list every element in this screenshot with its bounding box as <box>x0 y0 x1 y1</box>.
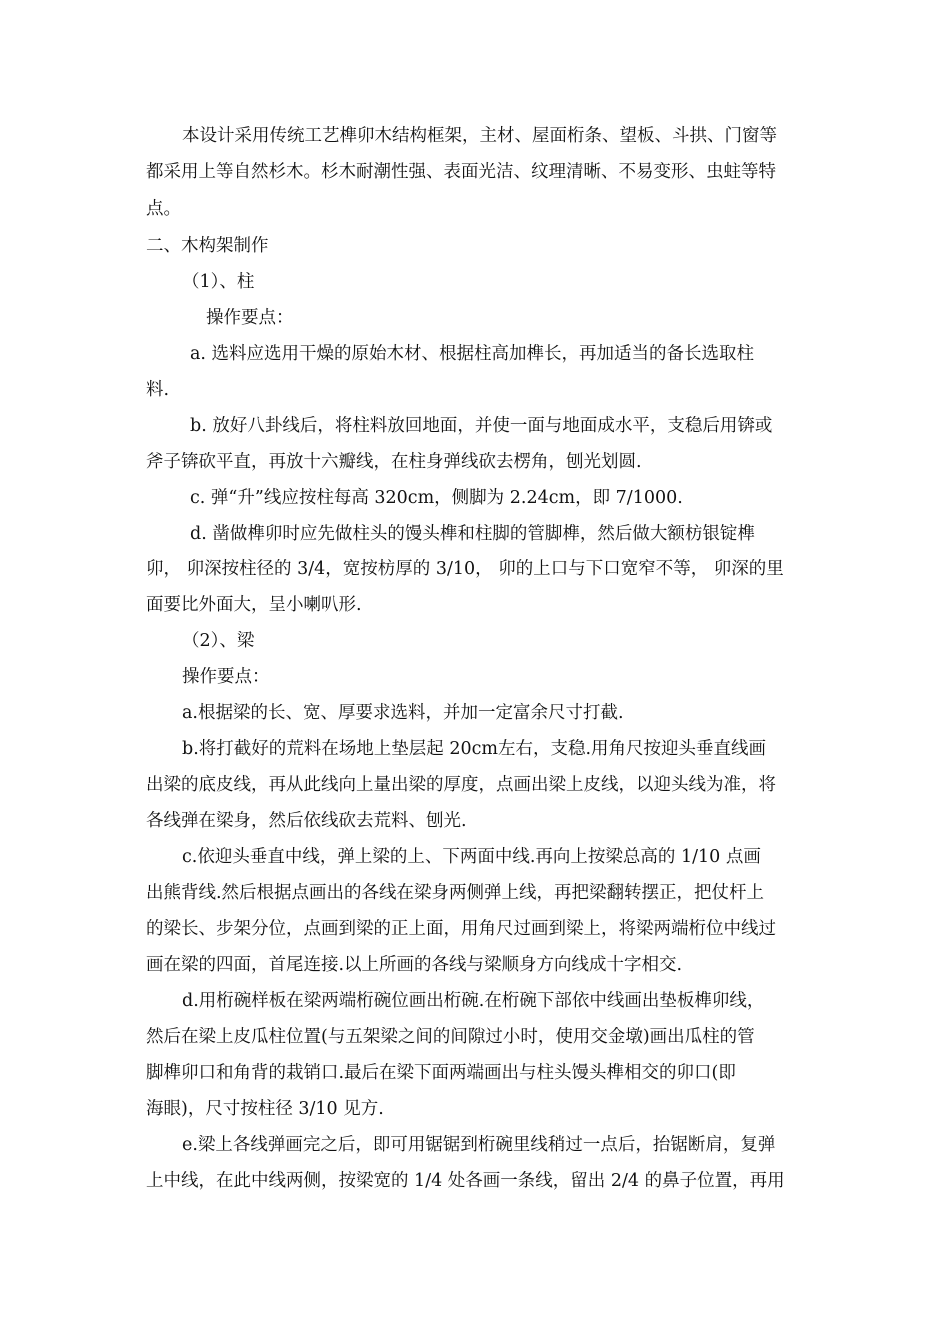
paragraph-line: d.用桁碗样板在梁两端桁碗位画出桁碗.在桁碗下部依中线画出垫板榫卯线， <box>182 991 765 1011</box>
paragraph-line: 面要比外面大，呈小喇叭形. <box>146 595 362 615</box>
paragraph-line: a.根据梁的长、宽、厚要求选料，并加一定富余尺寸打截. <box>182 703 624 723</box>
operation-points-label: 操作要点： <box>182 667 270 687</box>
subsection-heading: （2）、梁 <box>182 631 255 651</box>
paragraph-line: c. 弹“升”线应按柱每高 320cm，侧脚为 2.24cm，即 7/1000. <box>190 488 683 508</box>
paragraph-line: 本设计采用传统工艺榫卯木结构框架，主材、屋面桁条、望板、斗拱、门窗等 <box>182 126 777 146</box>
paragraph-line: a. 选料应选用干燥的原始木材、根据柱高加榫长，再加适当的备长选取柱 <box>190 344 755 364</box>
paragraph-line: 上中线，在此中线两侧，按梁宽的 1/4 处各画一条线，留出 2/4 的鼻子位置，再用 <box>146 1171 785 1191</box>
section-heading: 二、木构架制作 <box>146 236 269 256</box>
paragraph-line: b. 放好八卦线后，将柱料放回地面，并使一面与地面成水平，支稳后用锛或 <box>190 416 773 436</box>
paragraph-line: 脚榫卯口和角背的栽销口.最后在梁下面两端画出与柱头馒头榫相交的卯口(即 <box>146 1063 736 1083</box>
paragraph-line: 都采用上等自然杉木。杉木耐潮性强、表面光洁、纹理清晰、不易变形、虫蛀等特 <box>146 162 776 182</box>
paragraph-line: 出梁的底皮线，再从此线向上量出梁的厚度，点画出梁上皮线，以迎头线为准，将 <box>146 775 776 795</box>
paragraph-line: 点。 <box>146 199 181 219</box>
paragraph-line: 料. <box>146 380 170 400</box>
paragraph-line: d. 凿做榫卯时应先做柱头的馒头榫和柱脚的管脚榫，然后做大额枋银锭榫 <box>190 524 755 544</box>
paragraph-line: 然后在梁上皮瓜柱位置(与五架梁之间的间隙过小时，使用交金墩)画出瓜柱的管 <box>146 1027 755 1047</box>
paragraph-line: 海眼)，尺寸按柱径 3/10 见方. <box>146 1099 384 1119</box>
paragraph-line: 斧子锛砍平直，再放十六瓣线，在柱身弹线砍去楞角，刨光划圆. <box>146 452 642 472</box>
paragraph-line: 各线弹在梁身，然后依线砍去荒料、刨光. <box>146 811 467 831</box>
paragraph-line: b.将打截好的荒料在场地上垫层起 20cm左右，支稳.用角尺按迎头垂直线画 <box>182 739 767 759</box>
paragraph-line: 的梁长、步架分位，点画到梁的正上面，用角尺过画到梁上，将梁两端桁位中线过 <box>146 919 776 939</box>
paragraph-line: 出熊背线.然后根据点画出的各线在梁身两侧弹上线，再把梁翻转摆正，把仗杆上 <box>146 883 765 903</box>
paragraph-line: c.依迎头垂直中线，弹上梁的上、下两面中线.再向上按梁总高的 1/10 点画 <box>182 847 761 867</box>
paragraph-line: e.梁上各线弹画完之后，即可用锯锯到桁碗里线稍过一点后，抬锯断肩，复弹 <box>182 1135 776 1155</box>
paragraph-line: 画在梁的四面，首尾连接.以上所画的各线与梁顺身方向线成十字相交. <box>146 955 683 975</box>
paragraph-line: 卯， 卯深按柱径的 3/4，宽按枋厚的 3/10， 卯的上口与下口宽窄不等， 卯深的里 <box>146 559 784 579</box>
operation-points-label: 操作要点： <box>206 308 294 328</box>
subsection-heading: （1）、柱 <box>182 272 255 292</box>
